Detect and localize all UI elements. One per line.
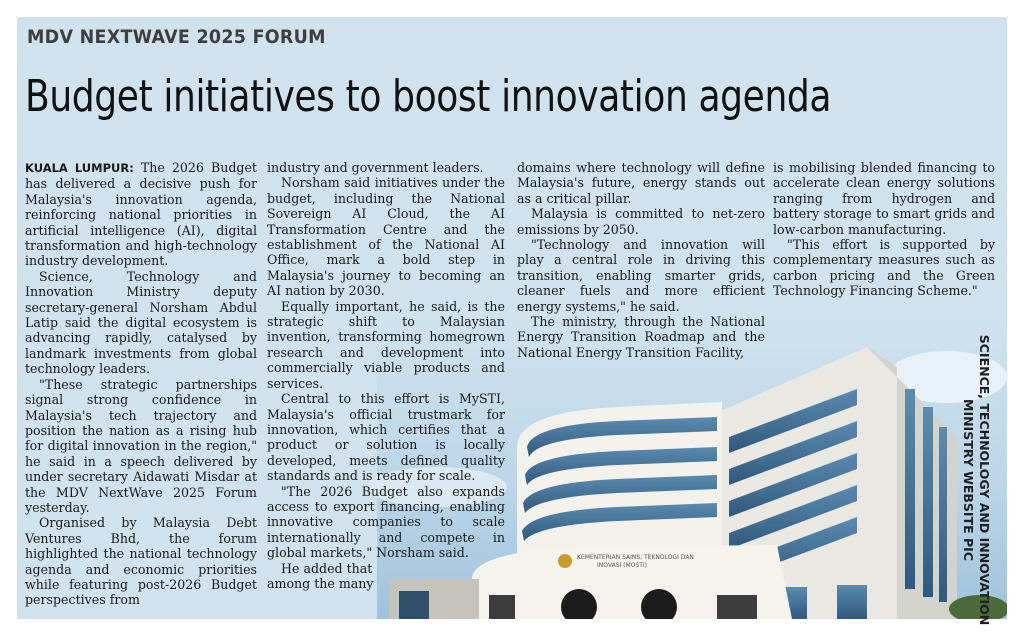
paragraph: "These strategic partnerships signal strong confidence in Malaysia's tech trajectory and position the nation as a rising hub for digital innovation in the region," he said in a speech delivered by under secretary Aidawati Misdar at the MDV NextWave 2025 Forum yesterday. (25, 376, 257, 515)
building-sign: KEMENTERIAN SAINS, TEKNOLOGI DAN (577, 554, 694, 561)
kicker: MDV NEXTWAVE 2025 FORUM (27, 26, 326, 48)
photo-credit (960, 330, 992, 630)
paragraph: "This effort is supported by complementary measures such as carbon pricing and the Green Technology Financing Scheme." (773, 237, 995, 299)
article-column-4 (773, 160, 995, 299)
article-column-2 (267, 160, 505, 591)
credit-line-2: MINISTRY WEBSITE PIC (961, 399, 976, 561)
paragraph: He added that among the many (267, 560, 374, 591)
article-panel (17, 17, 1007, 619)
paragraph: Norsham said initiatives under the budget, including the National Sovereign AI Cloud, the AI Transformation Centre and the establishment of the National AI Office, mark a bold step in Malaysia's journey to becoming an AI nation by 2030. (267, 175, 505, 299)
paragraph: KUALA LUMPUR: The 2026 Budget has delivered a decisive push for Malaysia's innovation agenda, reinforcing national priorities in artificial intelligence (AI), digital transformation and high-technology industry development. (25, 160, 257, 269)
dateline: KUALA LUMPUR: (25, 161, 134, 175)
paragraph: domains where technology will define Malaysia's future, energy stands out as a critical pillar. (517, 160, 765, 206)
svg-text:INOVASI (MOSTI): INOVASI (MOSTI) (597, 562, 648, 569)
paragraph: Science, Technology and Innovation Ministry deputy secretary-general Norsham Abdul Latip said the digital ecosystem is advancing rapidly, catalysed by landmark investments from global technology leaders. (25, 268, 257, 377)
paragraph: The ministry, through the National Energy Transition Roadmap and the National Energy Transition Facility, (517, 314, 765, 360)
headline: Budget initiatives to boost innovation agenda (25, 71, 832, 122)
article-column-1 (25, 160, 257, 608)
crest-icon (558, 554, 572, 568)
paragraph: is mobilising blended financing to accelerate clean energy solutions ranging from hydrogen and battery storage to smart grids and low-carbon manufacturing. (773, 160, 995, 237)
paragraph: Equally important, he said, is the strategic shift to Malaysian invention, transforming homegrown research and development into commercially viable products and services. (267, 298, 505, 391)
article-column-3 (517, 160, 765, 360)
credit-line-1: SCIENCE, TECHNOLOGY AND INNOVATION (977, 334, 992, 626)
paragraph: "Technology and innovation will play a central role in driving this transition, enabling smarter grids, cleaner fuels and more efficient energy systems," he said. (517, 237, 765, 314)
paragraph: Organised by Malaysia Debt Ventures Bhd, the forum highlighted the national technology agenda and economic priorities while featuring post-2026 Budget perspectives from (25, 515, 257, 608)
paragraph: "The 2026 Budget also expands access to export financing, enabling innovative companies to scale internationally and compete in global markets," Norsham said. (267, 483, 505, 561)
paragraph: Malaysia is committed to net-zero emissions by 2050. (517, 206, 765, 237)
paragraph: industry and government leaders. (267, 160, 484, 175)
paragraph: Central to this effort is MySTI, Malaysia's official trustmark for innovation, which certifies that a product or solution is locally developed, meets defined quality standards and is ready for scale. (267, 391, 505, 484)
